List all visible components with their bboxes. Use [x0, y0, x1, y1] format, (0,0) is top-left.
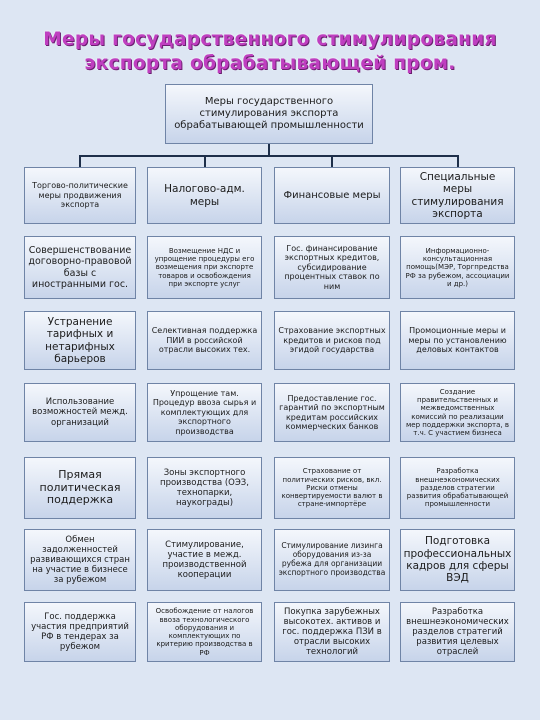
cell-special-5: Подготовка профессиональных кадров для сферы ВЭД [400, 529, 515, 591]
column-header-tax-admin: Налогово-адм. меры [147, 167, 262, 224]
cell-tax-admin-2: Селективная поддержка ПИИ в российской отрасли высоких тех. [147, 311, 262, 370]
root-box: Меры государственного стимулирования экспорта обрабатывающей промышленности [165, 84, 373, 144]
cell-trade-policy-6: Гос. поддержка участия предприятий РФ в тендерах за рубежом [24, 602, 136, 662]
cell-financial-3: Предоставление гос. гарантий по экспортным кредитам российских коммерческих банков [274, 383, 390, 442]
cell-trade-policy-4: Прямая политическая поддержка [24, 457, 136, 519]
cell-tax-admin-5: Стимулирование, участие в межд. производственной кооперации [147, 529, 262, 591]
slide-title-line-2: экспорта обрабатывающей пром. [84, 53, 456, 74]
cell-financial-2: Страхование экспортных кредитов и рисков под эгидой государства [274, 311, 390, 370]
cell-special-4: Разработка внешнеэкономических разделов стратегии развития обрабатывающей промышленности [400, 457, 515, 519]
cell-tax-admin-4: Зоны экспортного производства (ОЭЗ, технопарки, наукограды) [147, 457, 262, 519]
cell-trade-policy-3: Использование возможностей межд. организаций [24, 383, 136, 442]
cell-financial-1: Гос. финансирование экспортных кредитов, субсидирование процентных ставок по ним [274, 236, 390, 299]
connector-horizontal [79, 155, 459, 157]
cell-financial-5: Стимулирование лизинга оборудования из-за рубежа для организации экспортного производства [274, 529, 390, 591]
cell-financial-4: Страхование от политических рисков, вкл. Риски отмены конвертируемости валют в стране-импортёре [274, 457, 390, 519]
column-header-trade-policy: Торгово-политические меры продвижения экспорта [24, 167, 136, 224]
cell-special-1: Информационно-консультационная помощь(МЭР, Торгпредства РФ за рубежом, ассоциации и др.) [400, 236, 515, 299]
cell-tax-admin-6: Освобождение от налогов ввоза технологического оборудования и комплектующих по критерию производства в РФ [147, 602, 262, 662]
slide-title-line-1: Меры государственного стимулирования [43, 29, 497, 50]
slide-title [0, 28, 540, 76]
column-header-special: Специальные меры стимулирования экспорта [400, 167, 515, 224]
cell-trade-policy-5: Обмен задолженностей развивающихся стран на участие в бизнесе за рубежом [24, 529, 136, 591]
cell-trade-policy-1: Совершенствование договорно-правовой базы с иностранными гос. [24, 236, 136, 299]
cell-tax-admin-1: Возмещение НДС и упрощение процедуры его возмещения при экспорте товаров и освобождения при экспорте услуг [147, 236, 262, 299]
cell-tax-admin-3: Упрощение там. Процедур ввоза сырья и комплектующих для экспортного производства [147, 383, 262, 442]
cell-special-6: Разработка внешнеэкономических разделов стратегий развития целевых отраслей [400, 602, 515, 662]
cell-financial-6: Покупка зарубежных высокотех. активов и гос. поддержка ПЗИ в отрасли высоких технологий [274, 602, 390, 662]
cell-special-2: Промоционные меры и меры по установлению деловых контактов [400, 311, 515, 370]
column-header-financial: Финансовые меры [274, 167, 390, 224]
cell-trade-policy-2: Устранение тарифных и нетарифных барьеров [24, 311, 136, 370]
cell-special-3: Создание правительственных и межведомственных комиссий по реализации мер поддержки экспорта, в т.ч. С участием бизнеса [400, 383, 515, 442]
